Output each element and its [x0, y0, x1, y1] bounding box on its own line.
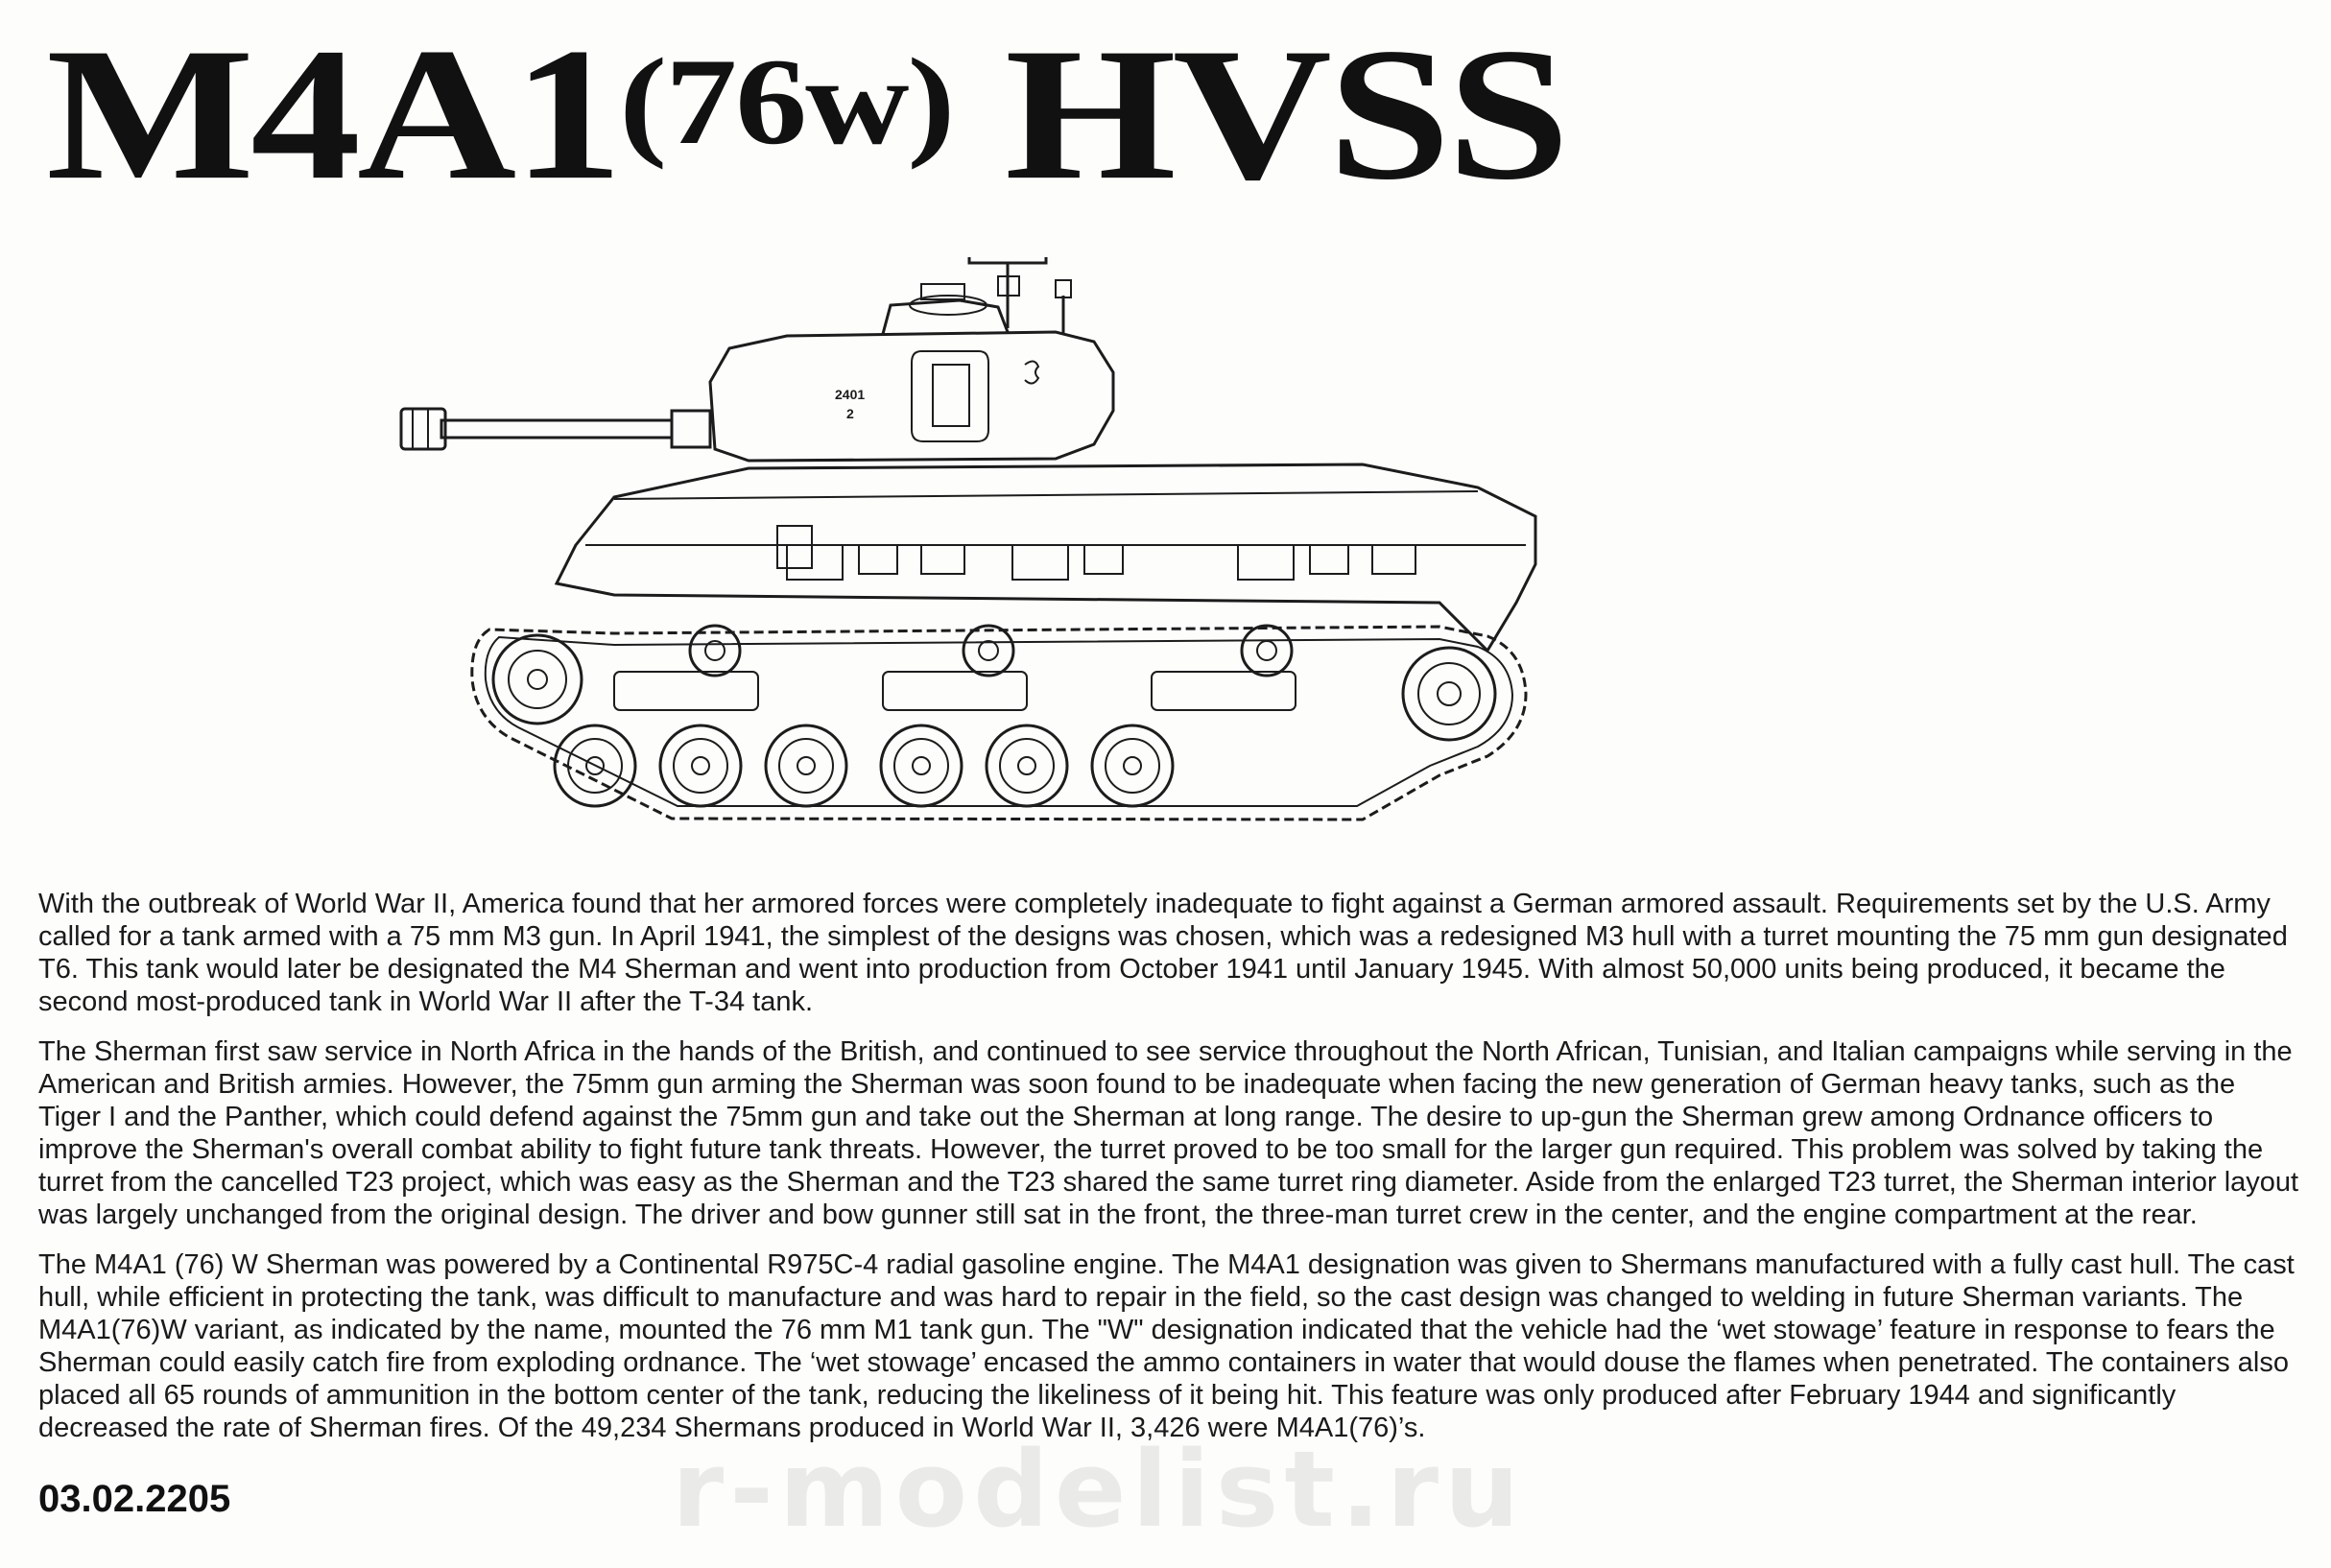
title-sub: (76w)	[619, 33, 954, 171]
turret-number-top: 2401	[835, 387, 866, 402]
suspension-bogies	[614, 672, 1296, 710]
paragraph-service: The Sherman first saw service in North Africa in the hands of the British, and continued to see service throughout the North African, Tunisian, and Italian campaigns while serving in the American and British armies. However, the 75mm gun arming the Sherman was soon found to be inadequate when facing the new generation of German heavy tanks, such as the Tiger I and the Panther, which could defend against the 75mm gun and take out the Sherman at long range. The desire to up-gun the Sherman grew among Ordnance officers to improve the Sherman's overall combat ability to fight future tank threats. However, the turret proved to be too small for the larger gun required. This problem was solved by taking the turret from the cancelled T23 project, which was easy as the Sherman and the T23 shared the same turret ring diameter. Aside from the enlarged T23 turret, the Sherman interior layout was largely unchanged from the original design. The driver and bow gunner still sat in the front, the three-man turret crew in the center, and the engine compartment at the rear.	[38, 1036, 2299, 1230]
hull	[557, 464, 1535, 651]
title-main: M4A1	[46, 8, 620, 220]
road-wheels	[555, 725, 1173, 806]
commander-cupola	[883, 284, 1008, 334]
idler-wheel	[1403, 648, 1495, 740]
return-rollers	[690, 626, 1292, 676]
paragraph-variant: The M4A1 (76) W Sherman was powered by a Continental R975C-4 radial gasoline engine. The M4A1 designation was given to Shermans manufactured with a fully cast hull. The cast hull, while efficient in protecting the tank, was difficult to manufacture and was hard to repair in the field, so the cast design was changed to welding in future Sherman variants. The M4A1(76)W variant, as indicated by the name, mounted the 76 mm M1 tank gun. The "W" designation indicated that the vehicle had the ‘wet stowage’ feature in response to fears the Sherman could easily catch fire from exploding ordnance. The ‘wet stowage’ encased the ammo containers in water that would douse the flames when penetrated. The containers also placed all 65 rounds of ammunition in the bottom center of the tank, reducing the likeliness of it being hit. This feature was only produced after February 1944 and significantly decreased the rate of Sherman fires. Of the 49,234 Shermans produced in World War II, 3,426 were M4A1(76)’s.	[38, 1249, 2295, 1443]
gun-barrel	[401, 409, 710, 449]
turret	[710, 332, 1113, 461]
page-title	[46, 8, 1566, 220]
product-code: 03.02.2205	[38, 1478, 231, 1520]
sprocket-wheel	[493, 635, 582, 724]
track	[472, 627, 1526, 820]
watermark: r-modelist.ru	[672, 1428, 1526, 1551]
paragraph-history: With the outbreak of World War II, America found that her armored forces were completely inadequate to fight against a German armored assault. Requirements set by the U.S. Army called for a tank armed with a 75 mm M3 gun. In April 1941, the simplest of the designs was chosen, which was a redesigned M3 hull with a turret mounting the 75 mm gun designated T6. This tank would later be designated the M4 Sherman and went into production from October 1941 until January 1945. With almost 50,000 units being produced, it became the second most-produced tank in World War II after the T-34 tank.	[38, 889, 2288, 1017]
description	[38, 888, 2303, 1461]
tank-line-drawing	[384, 257, 1804, 881]
turret-number-bottom: 2	[846, 406, 854, 421]
title-suffix: HVSS	[1004, 8, 1566, 220]
machine-gun	[969, 257, 1071, 334]
